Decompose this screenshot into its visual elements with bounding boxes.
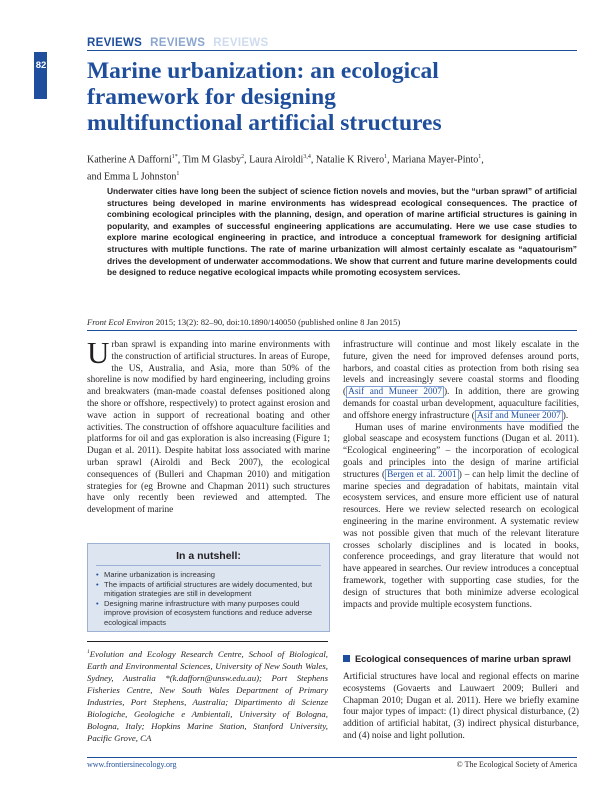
citation-link[interactable]: Bergen et al. 2001 (387, 469, 457, 480)
nutshell-list (96, 570, 322, 628)
nutshell-item: • Marine urbanization is increasing (96, 570, 322, 580)
footer-rule (87, 757, 577, 758)
nutshell-box (87, 543, 330, 632)
body-paragraph: rban sprawl is expanding into marine environments with the construction of artificial structures. In areas of Europe, the US, Australia, and Asia, more than 50% of the shoreline is now modified by hard engineering, including groins and breakwaters (man-made coastal defenses positioned along the shore or offshore, respectively) to protect against erosion and wave action in support of recreational boating and other activities. The construction of offshore aquaculture facilities and platforms for oil and gas exploration is also increasing (Figure 1; Dugan et al. 2011). Despite habitat loss associated with marine urban sprawl (Airoldi and Beck 2007), the ecological consequences of (Bulleri and Chapman 2010) and mitigation strategies for (eg Browne and Chapman 2011) such structures have only recently been reviewed and attempted. The development of marine (87, 340, 330, 516)
nutshell-item: • The impacts of artificial structures are widely documented, but mitigation strategies are still in development (96, 580, 322, 599)
author-name: Katherine A Dafforni (87, 154, 172, 166)
footer-copyright: © The Ecological Society of America (456, 760, 577, 769)
square-bullet-icon (343, 655, 350, 662)
citation-journal: Front Ecol Environ (87, 317, 154, 327)
body-text: ). (562, 410, 569, 421)
footnote-rule (87, 641, 328, 642)
body-column-right (343, 340, 579, 611)
body-text: Human uses of marine environments have modified the global seascape and ecosystem functions (Dugan et al. 2011). “Ecological engineering” – the incorporation of ecological goals and principles into the design of marine artificial structures ( (343, 422, 579, 480)
author-affiliation: 1 (384, 154, 388, 160)
section-heading (343, 654, 583, 664)
author-name: , Mariana Mayer-Pinto (387, 154, 479, 166)
nutshell-rule (96, 565, 321, 566)
author-name: and Emma L Johnston (87, 171, 177, 183)
body-text: ) – can help limit the decline of marine species and degradation of habitats, maintain vital ecosystem services, and ensure more efficient use of natural resources. Here we review selected research on ecological engineering in the marine environment. A systematic review was not possible given that much of the relevant literature crosses scholarly disciplines and is located in books, conference proceedings, and gray literature that would not have appeared in searches. Our review introduces a conceptual framework, together with supporting case studies, for the design of structures that both minimize adverse ecological impacts and provide multiple ecosystem functions. (343, 469, 579, 610)
body-text: infrastructure will continue and most likely escalate in the future, given the need for improved defenses around ports, harbors, and coastal cities as protection from both rising sea levels and increasingly severe coastal storms and flooding ( (343, 340, 579, 398)
body-column-left (87, 335, 330, 517)
nutshell-title: In a nutshell: (176, 550, 241, 562)
author-affiliation: 1 (176, 171, 180, 178)
section-label-faded-2: REVIEWS (213, 37, 269, 49)
author-list: Katherine A Dafforni$^{1*}$, Tim M Glasby$^2$, Laura Airoldi$^{3,4}$, Natalie K Rivero$^1$, Mariana Mayer-Pinto$^1$, and Emma L Johnston$^1$ (87, 154, 484, 183)
body-paragraph: Artificial structures have local and regional effects on marine ecosystems (Govaerts and Lauwaert 2009; Bulleri and Chapman 2010; Dugan et al. 2011). Here we briefly examine four major types of impact: (1) direct physical disturbance, (2) addition of artificial habitat, (3) indirect physical disturbance, and (4) noise and light pollution. (343, 672, 579, 741)
citation-rule (87, 330, 577, 331)
author-name: , Laura Airoldi (244, 154, 304, 166)
affiliations-footnote: $^1$Evolution and Ecology Research Centre, School of Biological, Earth and Environmental Sciences, University of New South Wales, Sydney, Australia *(k.dafforn@unsw.edu.au); Port Stephens Fisheries Centre, New South Wales Department of Primary Industries, Port Stephens, Australia; Dipartimento di Scienze Biologiche, Geologiche e Ambientali, University of Bologna, Bologna, Italy; Hopkins Marine Station, Stanford University, Pacific Grove, CA (87, 648, 328, 743)
author-name: , Natalie K Rivero (310, 154, 385, 166)
section-label: REVIEWS (87, 37, 143, 49)
article-title: Marine urbanization: an ecological framework for designing multifunctional artificial structures (87, 58, 442, 136)
citation-line (87, 317, 400, 327)
header-rule (87, 50, 577, 51)
section-label-row (87, 37, 268, 49)
author-affiliation: 1* (171, 154, 178, 160)
footnote-text: Evolution and Ecology Research Centre, School of Biological, Earth and Environmental Sciences, University of New South Wales, Sydney, Australia *(k.dafforn@unsw.edu.au); Port Stephens Fisheries Centre, New South Wales Department of Primary Industries, Port Stephens, Australia; Dipartimento di Scienze Biologiche, Geologiche e Ambientali, University of Bologna, Bologna, Italy; Hopkins Marine Station, Stanford University, Pacific Grove, CA (87, 648, 328, 743)
citation-link[interactable]: Asif and Muneer 2007 (348, 387, 442, 398)
section-label-faded: REVIEWS (150, 37, 206, 49)
citation-link[interactable]: Asif and Muneer 2007 (476, 410, 561, 421)
page-number: 82 (35, 60, 47, 71)
author-affiliation: 2 (241, 154, 245, 160)
abstract: Underwater cities have long been the subject of science fiction novels and movies, but the “urban sprawl” of artificial structures being developed in marine environments has widespread ecological consequences. The practice of combining ecological principles with the planning, design, and operation of marine artificial structures is gaining in popularity, and examples of successful engineering applications are accumulating. Here we use case studies to explore marine ecological engineering in practice, and introduce a conceptual framework for designing artificial structures with multiple functions. The rate of marine urbanization will almost certainly escalate as “aquatourism” drives the development of underwater accommodations. We show that current and future marine developments could be designed to reduce negative ecological impacts while promoting ecosystem services. (107, 186, 577, 278)
section-heading-text: Ecological consequences of marine urban sprawl (355, 654, 571, 664)
drop-cap: U (87, 335, 110, 370)
body-column-right-continued (343, 672, 579, 743)
author-affiliation: 1 (478, 154, 482, 160)
citation-details: 2015; 13(2): 82–90, doi:10.1890/140050 (published online 8 Jan 2015) (153, 317, 401, 327)
author-affiliation: 3,4 (303, 154, 311, 160)
author-name: , Tim M Glasby (177, 154, 242, 166)
footer-website-link[interactable]: www.frontiersinecology.org (87, 760, 177, 769)
body-text: ). In addition, there are growing demands for coastal urban development, aquaculture facilities, and offshore energy infrastructure ( (343, 387, 579, 421)
nutshell-item: • Designing marine infrastructure with many purposes could improve provision of ecosystem functions and reduce adverse ecological impacts (96, 599, 322, 628)
